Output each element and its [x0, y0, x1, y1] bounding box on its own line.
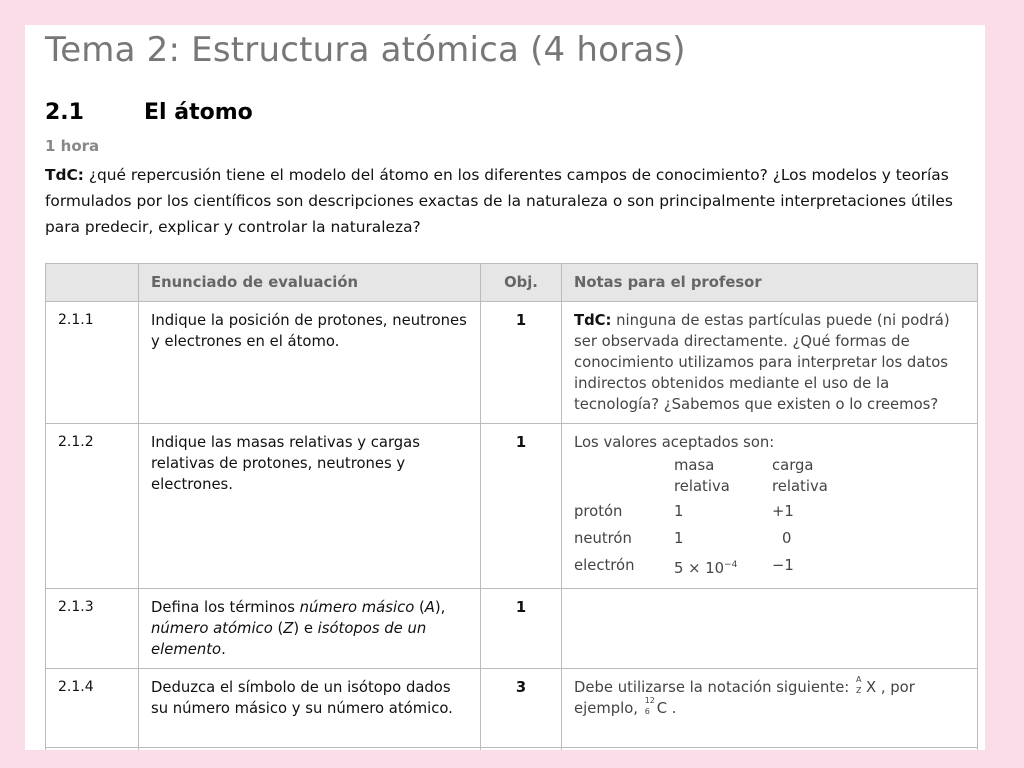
particle-name: protón — [574, 503, 623, 520]
particle-mass: $5 \times 10^{-4}$ — [674, 559, 738, 577]
values-table — [574, 455, 828, 579]
particle-name: neutrón — [574, 530, 632, 547]
tok-label: TdC: — [45, 166, 84, 184]
values-row — [574, 497, 828, 524]
table-header-row — [46, 264, 978, 302]
table-row — [46, 424, 978, 589]
tok-paragraph — [45, 162, 980, 240]
particle-charge: +1 — [772, 503, 794, 520]
values-intro: Los valores aceptados son: — [574, 434, 775, 451]
row-code: 2.1.3 — [46, 589, 139, 669]
row-statement: Indique las masas relativas y cargas relativas de protones, neutrones y electrones. — [139, 424, 481, 589]
header-code — [46, 264, 139, 302]
row-notes — [562, 424, 978, 589]
row-statement: Indique la posición de protones, neutrones y electrones en el átomo. — [139, 302, 481, 424]
assessment-table — [45, 263, 978, 750]
particle-charge: −1 — [772, 557, 794, 574]
row-obj: 3 — [481, 669, 562, 748]
nuclide-example: 12 6 — [644, 696, 655, 716]
particle-charge: 0 — [782, 530, 792, 547]
values-row — [574, 524, 828, 551]
row-notes: Debe utilizarse la notación siguiente: A Z X , por ejemplo, 12 6 C . — [562, 669, 978, 748]
particle-mass: 1 — [674, 503, 684, 520]
particle-mass: 1 — [674, 530, 684, 547]
notes-tok-label: TdC: — [574, 312, 612, 329]
section-title: El átomo — [144, 100, 253, 125]
charge-header: carga relativa — [772, 457, 828, 495]
values-row — [574, 551, 828, 579]
table-row — [46, 302, 978, 424]
row-notes — [562, 589, 978, 669]
row-obj: 1 — [481, 424, 562, 589]
section-heading — [45, 100, 253, 125]
notes-text: ninguna de estas partículas puede (ni podrá) ser observada directamente. ¿Qué formas de conocimiento utilizamos para interpretar los datos indirectos obtenidos mediante el uso de la tecnología? ¿Sabemos que existen o lo creemos? — [574, 312, 950, 413]
table-row-partial — [46, 748, 978, 751]
tok-text: ¿qué repercusión tiene el modelo del átomo en los diferentes campos de conocimiento? ¿Los modelos y teorías formulados por los científicos son descripciones exactas de la naturaleza o son principalmente interpretaciones útiles para predecir, explicar y controlar la naturaleza? — [45, 166, 953, 236]
row-code: 2.1.4 — [46, 669, 139, 748]
row-statement: Deduzca el símbolo de un isótopo dados su número másico y su número atómico. — [139, 669, 481, 748]
document-page — [25, 25, 985, 750]
nuclide-notation: A Z — [856, 675, 862, 695]
row-code: 2.1.1 — [46, 302, 139, 424]
row-obj: 1 — [481, 589, 562, 669]
row-code: 2.1.2 — [46, 424, 139, 589]
table-row — [46, 589, 978, 669]
row-notes — [562, 302, 978, 424]
duration-label: 1 hora — [45, 137, 100, 155]
page-title: Tema 2: Estructura atómica (4 horas) — [45, 30, 686, 70]
particle-name: electrón — [574, 557, 635, 574]
row-statement: Defina los términos número másico (A), número atómico (Z) e isótopos de un elemento. — [139, 589, 481, 669]
mass-header: masa relativa — [674, 457, 730, 495]
header-notes: Notas para el profesor — [562, 264, 978, 302]
header-statement: Enunciado de evaluación — [139, 264, 481, 302]
header-obj: Obj. — [481, 264, 562, 302]
row-obj: 1 — [481, 302, 562, 424]
section-number: 2.1 — [45, 100, 84, 125]
table-row — [46, 669, 978, 748]
